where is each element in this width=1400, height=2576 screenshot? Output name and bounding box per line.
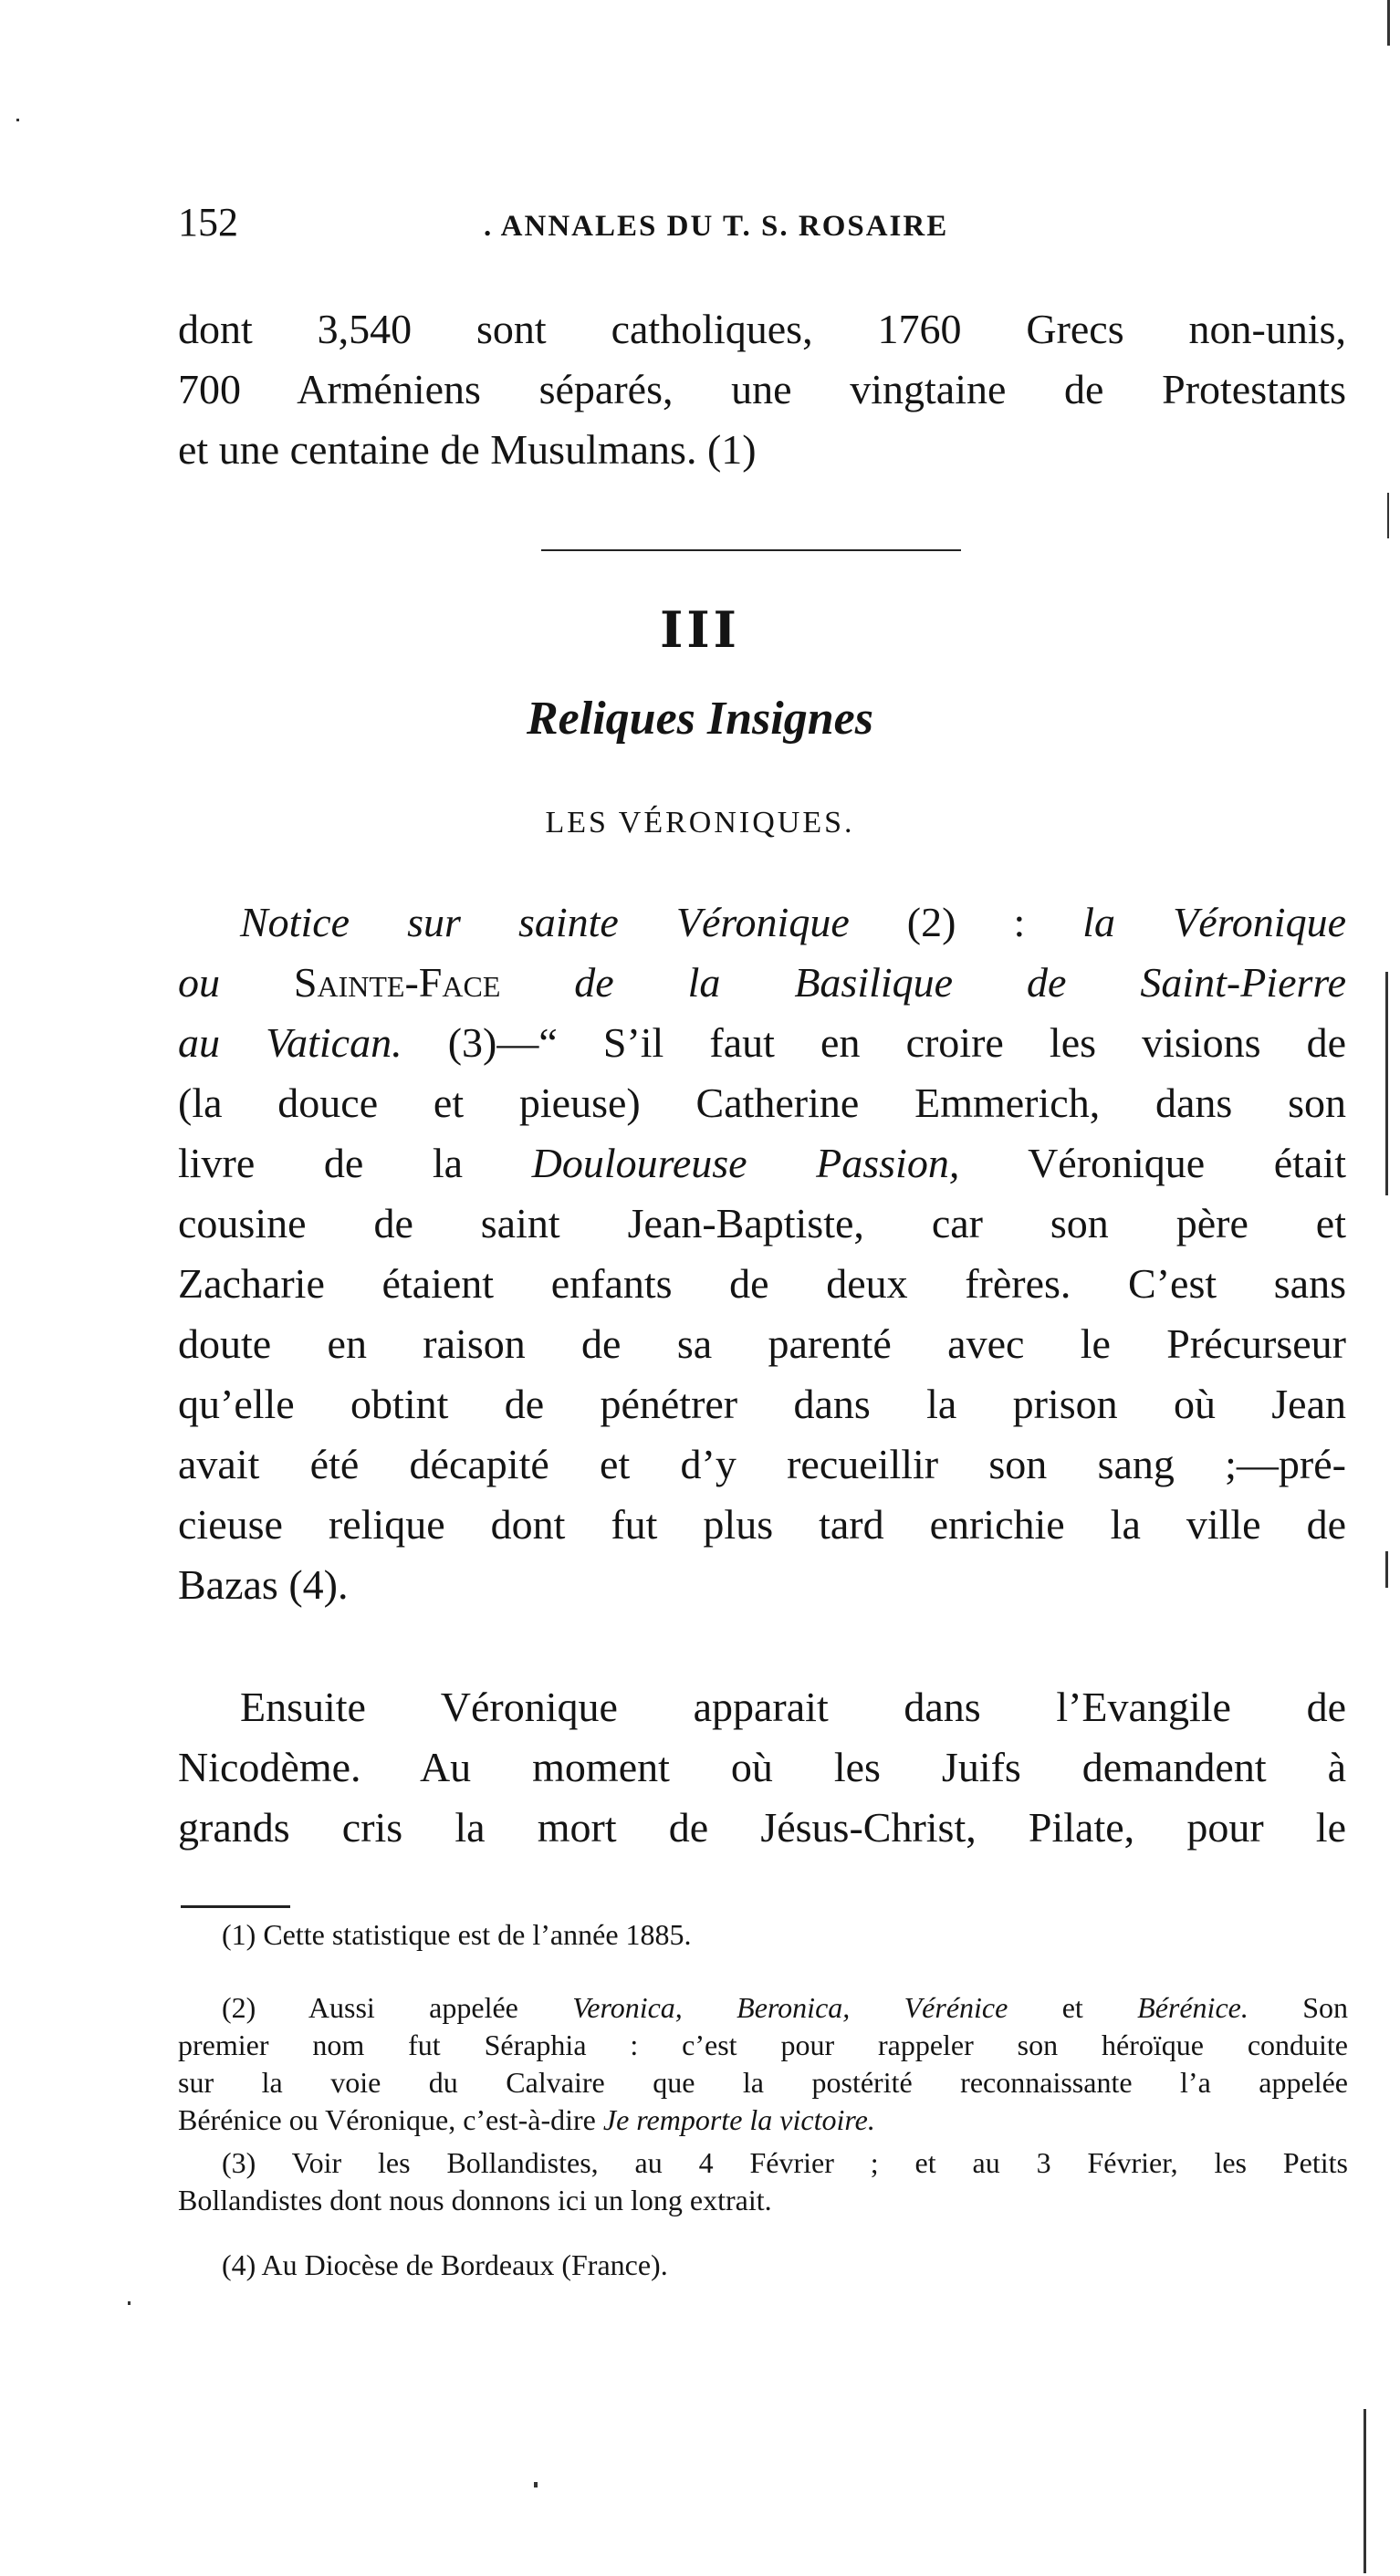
footnote-2-motto: Je remporte la victoire. <box>602 2103 875 2136</box>
book-title: Douloureuse Passion, <box>531 1140 960 1186</box>
notice-line-6: cousine de saint Jean-Baptiste, car son père et <box>178 1200 1346 1246</box>
footnote-2-a: (2) Aussi appelée <box>222 1991 573 2024</box>
notice-paragraph <box>178 892 1346 1615</box>
scan-edge-mark <box>1387 0 1390 46</box>
notice-vatican: au Vatican. <box>178 1019 402 1066</box>
notice-line-2 <box>178 953 1346 1013</box>
intro-line-1: dont 3,540 sont catholiques, 1760 Grecs non-unis, <box>178 306 1346 352</box>
second-paragraph <box>178 1677 1346 1858</box>
footnote-2-line-3: sur la voie du Calvaire que la postérité reconnaissante l’a appelée <box>178 2066 1348 2099</box>
footnote-1-line: (1) Cette statistique est de l’année 1885. <box>222 1918 692 1951</box>
page-number: 152 <box>178 200 238 245</box>
notice-ref-2: (2) : <box>849 899 1083 945</box>
notice-line-5-a: livre de la <box>178 1140 532 1186</box>
footnote-2-c: Son <box>1248 1991 1348 2024</box>
running-title: . ANNALES DU T. S. ROSAIRE <box>484 210 949 243</box>
footnote-2-last-a: Bérénice ou Véronique, c’est-à-dire <box>178 2103 603 2136</box>
scan-speck <box>534 2482 538 2487</box>
notice-ou: ou <box>178 959 294 1006</box>
scan-edge-mark <box>1385 1551 1388 1588</box>
notice-sainte-face: Sainte-Face <box>293 959 501 1006</box>
notice-line-10: avait été décapité et d’y recueillir son sang ;—pré- <box>178 1441 1346 1487</box>
footnote-2-line-1 <box>178 1989 1348 2027</box>
notice-line-8: doute en raison de sa parenté avec le Précurseur <box>178 1320 1346 1367</box>
notice-line-3 <box>178 1013 1346 1073</box>
intro-paragraph <box>178 299 1346 480</box>
footnote-3-line-2: Bollandistes dont nous donnons ici un long extrait. <box>178 2184 772 2216</box>
intro-line-3: et une centaine de Musulmans. (1) <box>178 426 757 473</box>
footnote-4-line: (4) Au Diocèse de Bordeaux (France). <box>222 2248 668 2281</box>
scan-edge-mark <box>1363 2409 1366 2573</box>
footnote-2-berenice: Bérénice. <box>1137 1991 1249 2024</box>
footnote-divider <box>181 1905 290 1908</box>
second-line-2: Nicodème. Au moment où les Juifs demandent à <box>178 1744 1346 1790</box>
scan-edge-mark <box>1385 972 1388 1195</box>
footnote-2 <box>178 1989 1348 2139</box>
footnote-2-names: Veronica, Beronica, Vérénice <box>572 1991 1008 2024</box>
second-line-3: grands cris la mort de Jésus-Christ, Pilate, pour le <box>178 1804 1346 1851</box>
footnote-3 <box>178 2144 1348 2219</box>
notice-basilique: de la Basilique de Saint-Pierre <box>500 959 1347 1006</box>
scan-edge-mark <box>1387 493 1389 538</box>
notice-line-7: Zacharie étaient enfants de deux frères. C’est sans <box>178 1260 1346 1307</box>
section-title: Reliques Insignes <box>527 693 873 745</box>
second-line-1: Ensuite Véronique apparait dans l’Evangile de <box>240 1684 1346 1730</box>
scan-speck <box>16 119 19 121</box>
section-subtitle: LES VÉRONIQUES. <box>545 806 855 840</box>
page-header <box>178 199 1346 254</box>
section-number: III <box>660 600 740 659</box>
footnote-4 <box>178 2247 1348 2284</box>
scan-speck <box>128 2301 131 2305</box>
footnote-1 <box>178 1916 1348 1954</box>
notice-title: Notice sur sainte Véronique <box>240 899 850 945</box>
footnote-2-line-2: premier nom fut Séraphia : c’est pour rappeler son héroïque conduite <box>178 2028 1348 2061</box>
notice-line-12: Bazas (4). <box>178 1561 349 1608</box>
footnote-3-line-1: (3) Voir les Bollandistes, au 4 Février ; et au 3 Février, les Petits <box>222 2146 1348 2179</box>
footnote-2-line-4 <box>178 2101 1348 2139</box>
section-divider <box>541 549 961 551</box>
notice-line-1 <box>178 892 1346 953</box>
notice-line-3-rest: (3)—“ S’il faut en croire les visions de <box>402 1019 1347 1066</box>
notice-subject: la Véronique <box>1082 899 1346 945</box>
notice-line-9: qu’elle obtint de pénétrer dans la prison où Jean <box>178 1381 1346 1427</box>
intro-line-2: 700 Arméniens séparés, une vingtaine de Protestants <box>178 366 1346 412</box>
footnote-2-b: et <box>1008 1991 1138 2024</box>
notice-line-11: cieuse relique dont fut plus tard enrichie la ville de <box>178 1501 1346 1548</box>
notice-line-5 <box>178 1133 1346 1194</box>
notice-line-4: (la douce et pieuse) Catherine Emmerich, dans son <box>178 1079 1346 1126</box>
notice-line-5-b: Véronique était <box>959 1140 1346 1186</box>
